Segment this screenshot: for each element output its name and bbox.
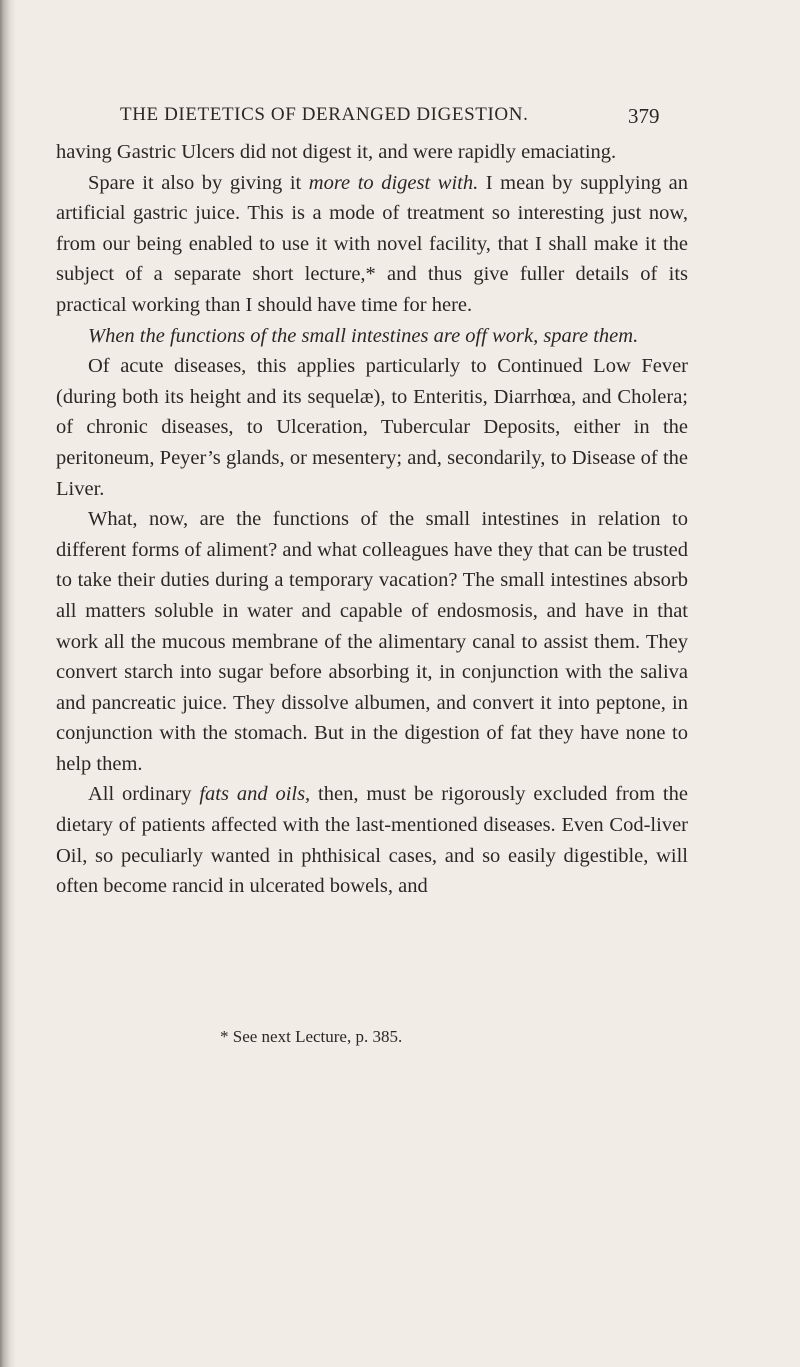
- text-run: having Gastric Ulcers did not digest it, and were rapidly emaciating.: [56, 141, 617, 163]
- body-text: [56, 137, 688, 902]
- page-number: 379: [628, 104, 660, 128]
- paragraph: [56, 779, 688, 901]
- text-run: Spare it also by giving it: [88, 171, 309, 194]
- text-run: I mean by supplying an artificial gastric juice. This is a mode of treatment so interesting just now, from our being enabled to use it with novel facility, that I shall make it the subject of a separate short lecture,* and thus give fuller details of its practical working than I should have time for here.: [56, 171, 688, 316]
- italic-text-run: more to digest with.: [308, 171, 479, 194]
- text-run: What, now, are the functions of the small intestines in relation to different forms of aliment? and what colleagues have they that can be trusted to take their duties during a temporary vacation? The small intestines absorb all matters soluble in water and capable of endosmosis, and have in that work all the mucous membrane of the alimentary canal to assist them. They convert starch into sugar before absorbing it, in conjunction with the saliva and pancreatic juice. They dissolve albumen, and convert it into peptone, in conjunction with the stomach. But in the digestion of fat they have none to help them.: [56, 508, 688, 775]
- text-run: All ordinary: [88, 783, 200, 806]
- paragraph: [56, 351, 688, 504]
- italic-text-run: When the functions of the small intestines are off work, spare them.: [88, 324, 639, 347]
- paragraph: [56, 321, 688, 352]
- paragraph: [56, 168, 688, 321]
- paragraph: [56, 504, 688, 779]
- paragraph: [56, 137, 688, 168]
- text-run: Of acute diseases, this applies particularly to Continued Low Fever (during both its height and its sequelæ), to Enteritis, Diarrhœa, and Cholera; of chronic diseases, to Ulceration, Tubercular Deposits, either in the peritoneum, Peyer’s glands, or mesentery; and, secondarily, to Disease of the Liver.: [56, 355, 688, 500]
- italic-text-run: fats and oils,: [199, 783, 311, 806]
- text-run: then, must be rigorously excluded from the dietary of patients affected with the last-mentioned diseases. Even Cod-liver Oil, so peculiarly wanted in phthisical cases, and so easily digestible, will often become rancid in ulcerated bowels, and: [56, 783, 688, 898]
- footnote: * See next Lecture, p. 385.: [220, 1027, 403, 1046]
- running-head: THE DIETETICS OF DERANGED DIGESTION.: [120, 104, 529, 125]
